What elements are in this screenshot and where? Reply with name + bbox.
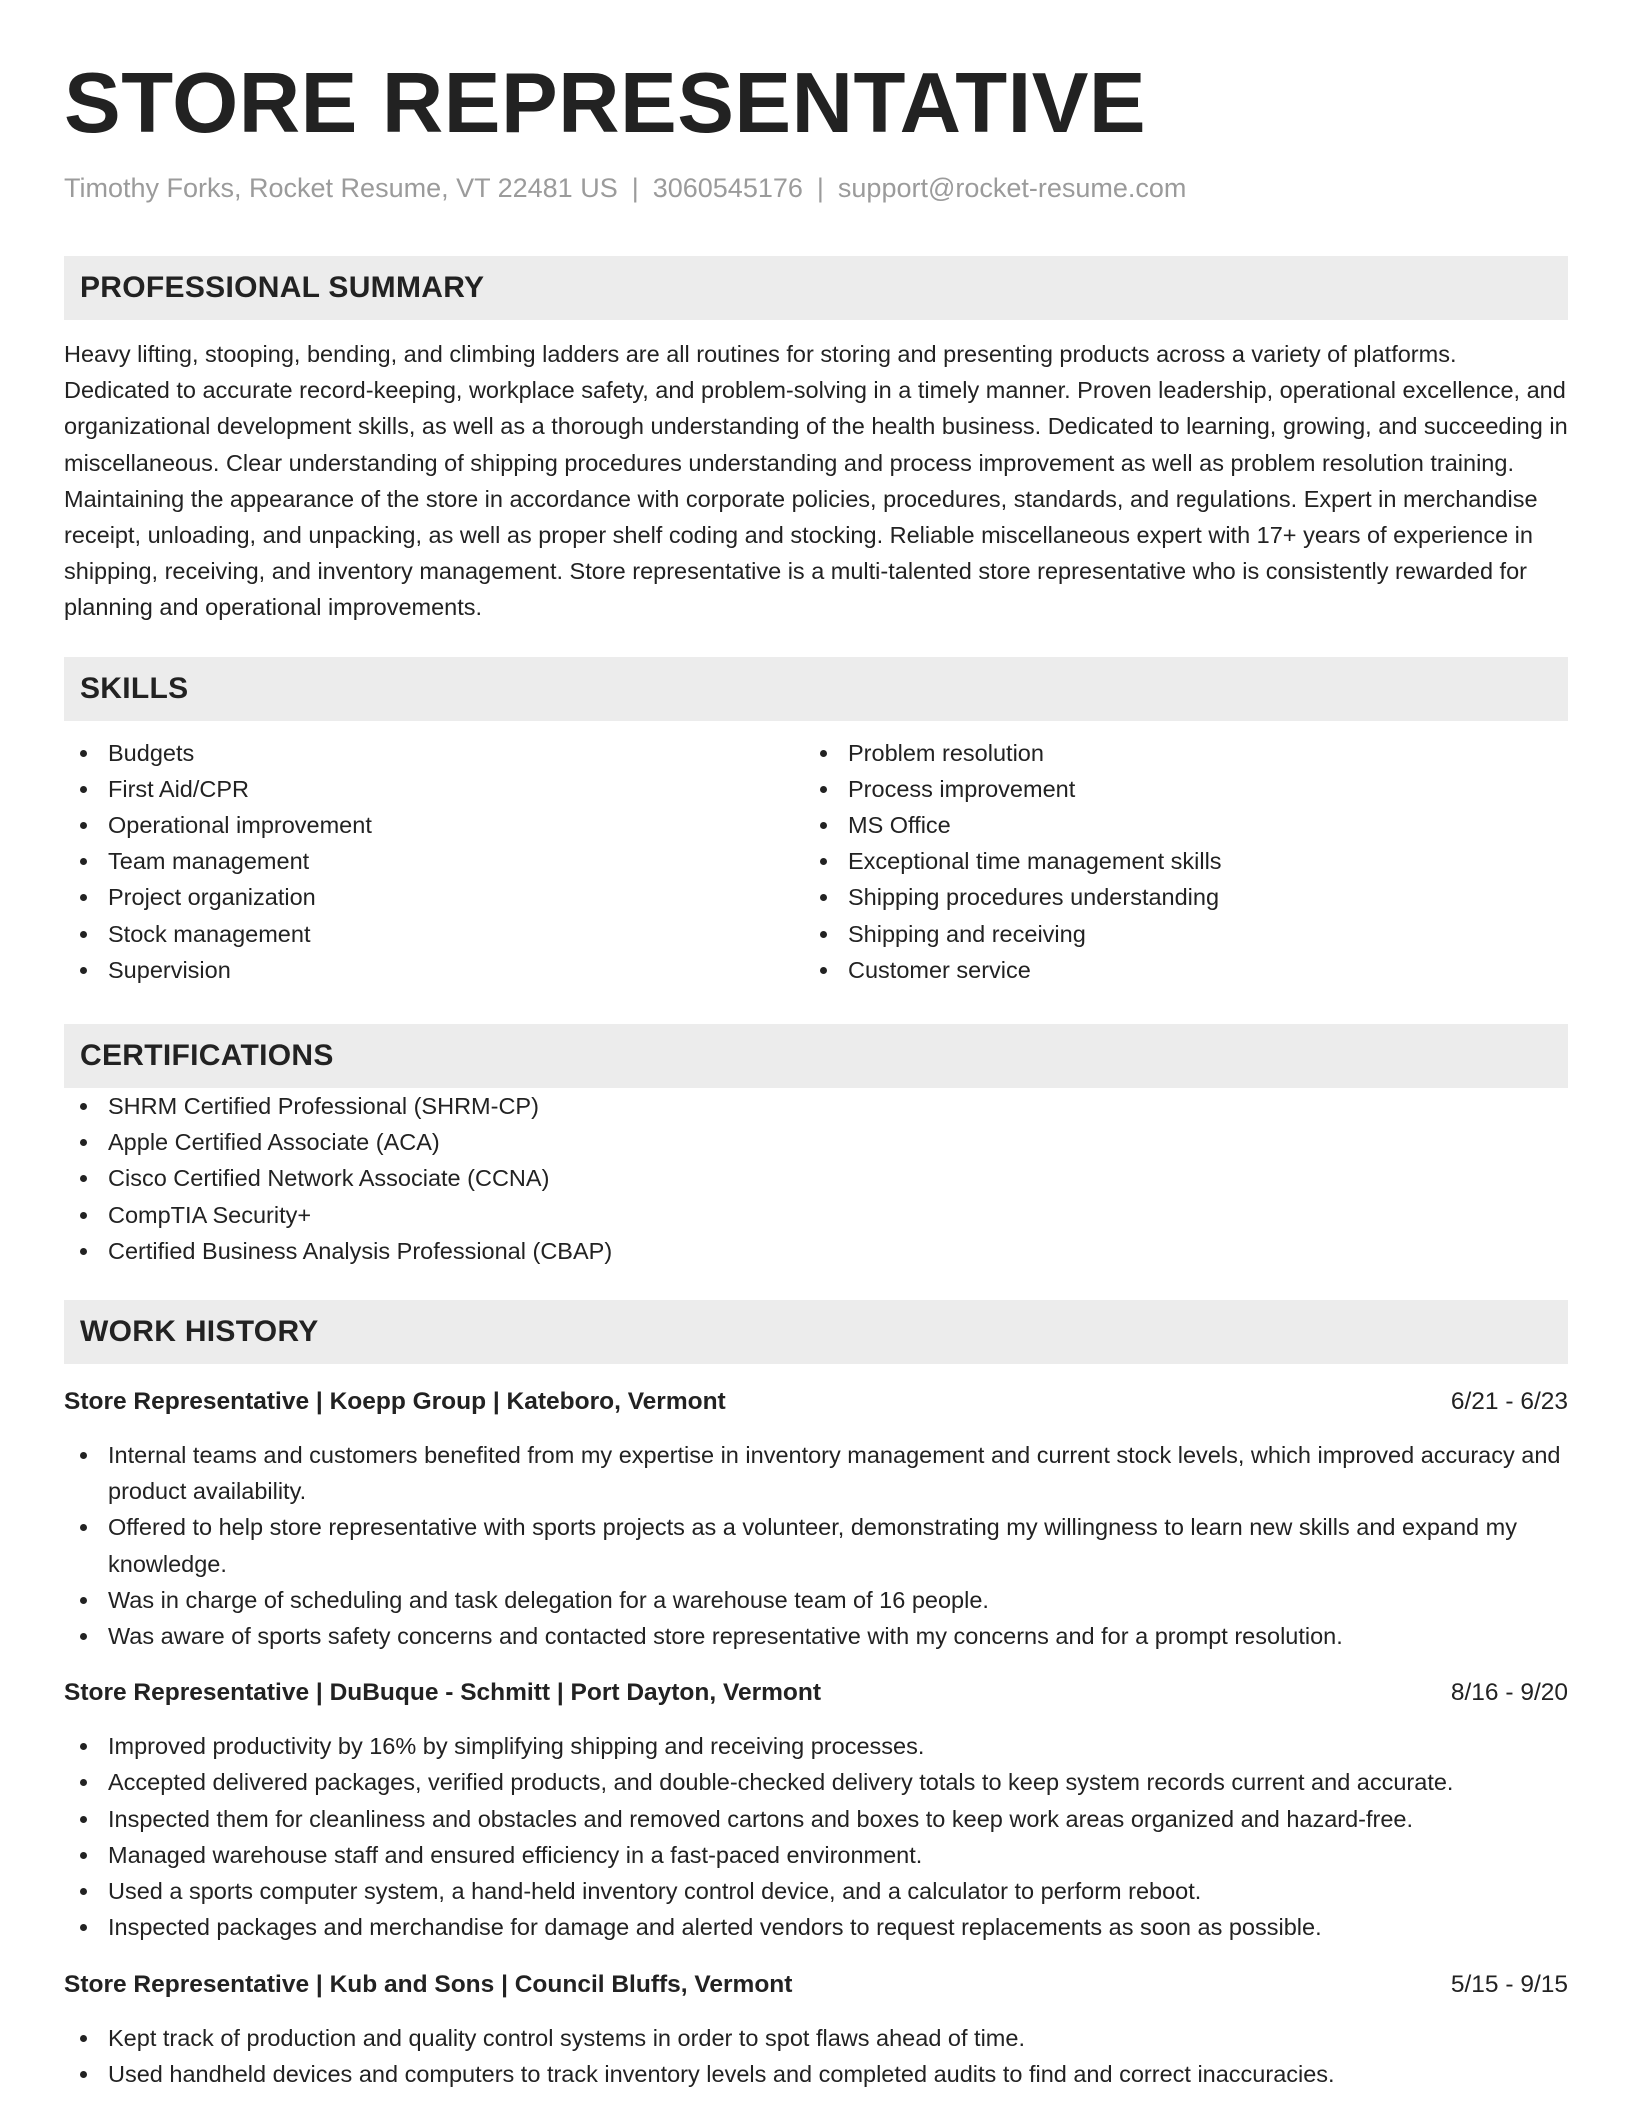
skill-item: Process improvement [804,771,1544,807]
job-entry [64,1967,1568,2092]
skill-item: Customer service [804,952,1544,988]
contact-email: support@rocket-resume.com [837,173,1187,203]
summary-text: Heavy lifting, stooping, bending, and climbing ladders are all routines for storing and presenting products across a variety of platforms. Dedicated to accurate record-keeping, workplace safety, and problem-solving in a timely manner. Proven leadership, operational excellence, and organizational development skills, as well as a thorough understanding of the health business. Dedicated to learning, growing, and succeeding in miscellaneous. Clear understanding of shipping procedures understanding and process improvement as well as problem resolution training. Maintaining the appearance of the store in accordance with corporate policies, procedures, standards, and regulations. Expert in merchandise receipt, unloading, and unpacking, as well as proper shelf coding and stocking. Reliable miscellaneous expert with 17+ years of experience in shipping, receiving, and inventory management. Store representative is a multi-talented store representative who is consistently rewarded for planning and operational improvements. [64,341,1568,621]
job-title: Store Representative | DuBuque - Schmitt | Port Dayton, Vermont [64,1679,821,1707]
job-bullets [64,1728,1568,1945]
skill-item: First Aid/CPR [64,771,804,807]
section-heading-summary: PROFESSIONAL SUMMARY [64,256,1568,320]
contact-separator: | [631,173,639,203]
section-heading-certifications: CERTIFICATIONS [64,1024,1568,1088]
contact-separator: | [816,173,824,203]
skill-item: Stock management [64,916,804,952]
skills-list-right [804,735,1544,988]
certification-item: CompTIA Security+ [64,1197,1568,1233]
contact-phone: 3060545176 [652,173,803,203]
job-bullet: Improved productivity by 16% by simplifying shipping and receiving processes. [64,1728,1568,1764]
job-dates: 8/16 - 9/20 [1450,1679,1568,1707]
job-header [64,1675,1568,1711]
job-title: Store Representative | Koepp Group | Kateboro, Vermont [64,1388,726,1416]
skills-column-right [804,735,1544,988]
job-bullet: Internal teams and customers benefited from my expertise in inventory management and current stock levels, which improved accuracy and product availability. [64,1437,1568,1509]
job-bullet: Offered to help store representative with sports projects as a volunteer, demonstrating my willingness to learn new skills and expand my knowledge. [64,1509,1568,1581]
job-dates: 5/15 - 9/15 [1450,1970,1568,1998]
skill-item: Budgets [64,735,804,771]
job-bullets [64,2020,1568,2092]
job-bullet: Was aware of sports safety concerns and contacted store representative with my concerns and for a prompt resolution. [64,1618,1568,1654]
certification-item: Apple Certified Associate (ACA) [64,1124,1568,1160]
skill-item: Team management [64,843,804,879]
job-dates: 6/21 - 6/23 [1450,1388,1568,1416]
skill-item: Project organization [64,879,804,915]
job-entry [64,1675,1568,1945]
contact-address: Timothy Forks, Rocket Resume, VT 22481 US [64,173,618,203]
skill-item: Problem resolution [804,735,1544,771]
job-bullet: Inspected them for cleanliness and obstacles and removed cartons and boxes to keep work areas organized and hazard-free. [64,1801,1568,1837]
section-heading-skills: SKILLS [64,657,1568,721]
skill-item: Supervision [64,952,804,988]
skills-grid [64,735,1568,988]
skills-column-left [64,735,804,988]
certification-item: Cisco Certified Network Associate (CCNA) [64,1160,1568,1196]
skills-list-left [64,735,804,988]
job-bullet: Used a sports computer system, a hand-held inventory control device, and a calculator to perform reboot. [64,1873,1568,1909]
job-header [64,1967,1568,2003]
job-bullet: Accepted delivered packages, verified products, and double-checked delivery totals to keep system records current and accurate. [64,1764,1568,1800]
job-bullets [64,1437,1568,1654]
job-title: Store Representative | Kub and Sons | Council Bluffs, Vermont [64,1970,793,1998]
section-heading-work-history: WORK HISTORY [64,1300,1568,1364]
job-bullet: Was in charge of scheduling and task delegation for a warehouse team of 16 people. [64,1582,1568,1618]
skill-item: MS Office [804,807,1544,843]
skill-item: Shipping procedures understanding [804,879,1544,915]
job-bullet: Managed warehouse staff and ensured efficiency in a fast-paced environment. [64,1837,1568,1873]
contact-line [64,172,1568,204]
job-entry [64,1384,1568,1654]
skill-item: Operational improvement [64,807,804,843]
certification-item: SHRM Certified Professional (SHRM-CP) [64,1088,1568,1124]
skill-item: Exceptional time management skills [804,843,1544,879]
job-bullet: Inspected packages and merchandise for damage and alerted vendors to request replacements as soon as possible. [64,1909,1568,1945]
job-bullet: Used handheld devices and computers to track inventory levels and completed audits to find and correct inaccuracies. [64,2056,1568,2092]
resume-title: STORE REPRESENTATIVE [64,56,1147,151]
job-header [64,1384,1568,1420]
certification-item: Certified Business Analysis Professional (CBAP) [64,1233,1568,1269]
job-bullet: Kept track of production and quality control systems in order to spot flaws ahead of time. [64,2020,1568,2056]
skill-item: Shipping and receiving [804,916,1544,952]
certifications-list [64,1088,1568,1269]
